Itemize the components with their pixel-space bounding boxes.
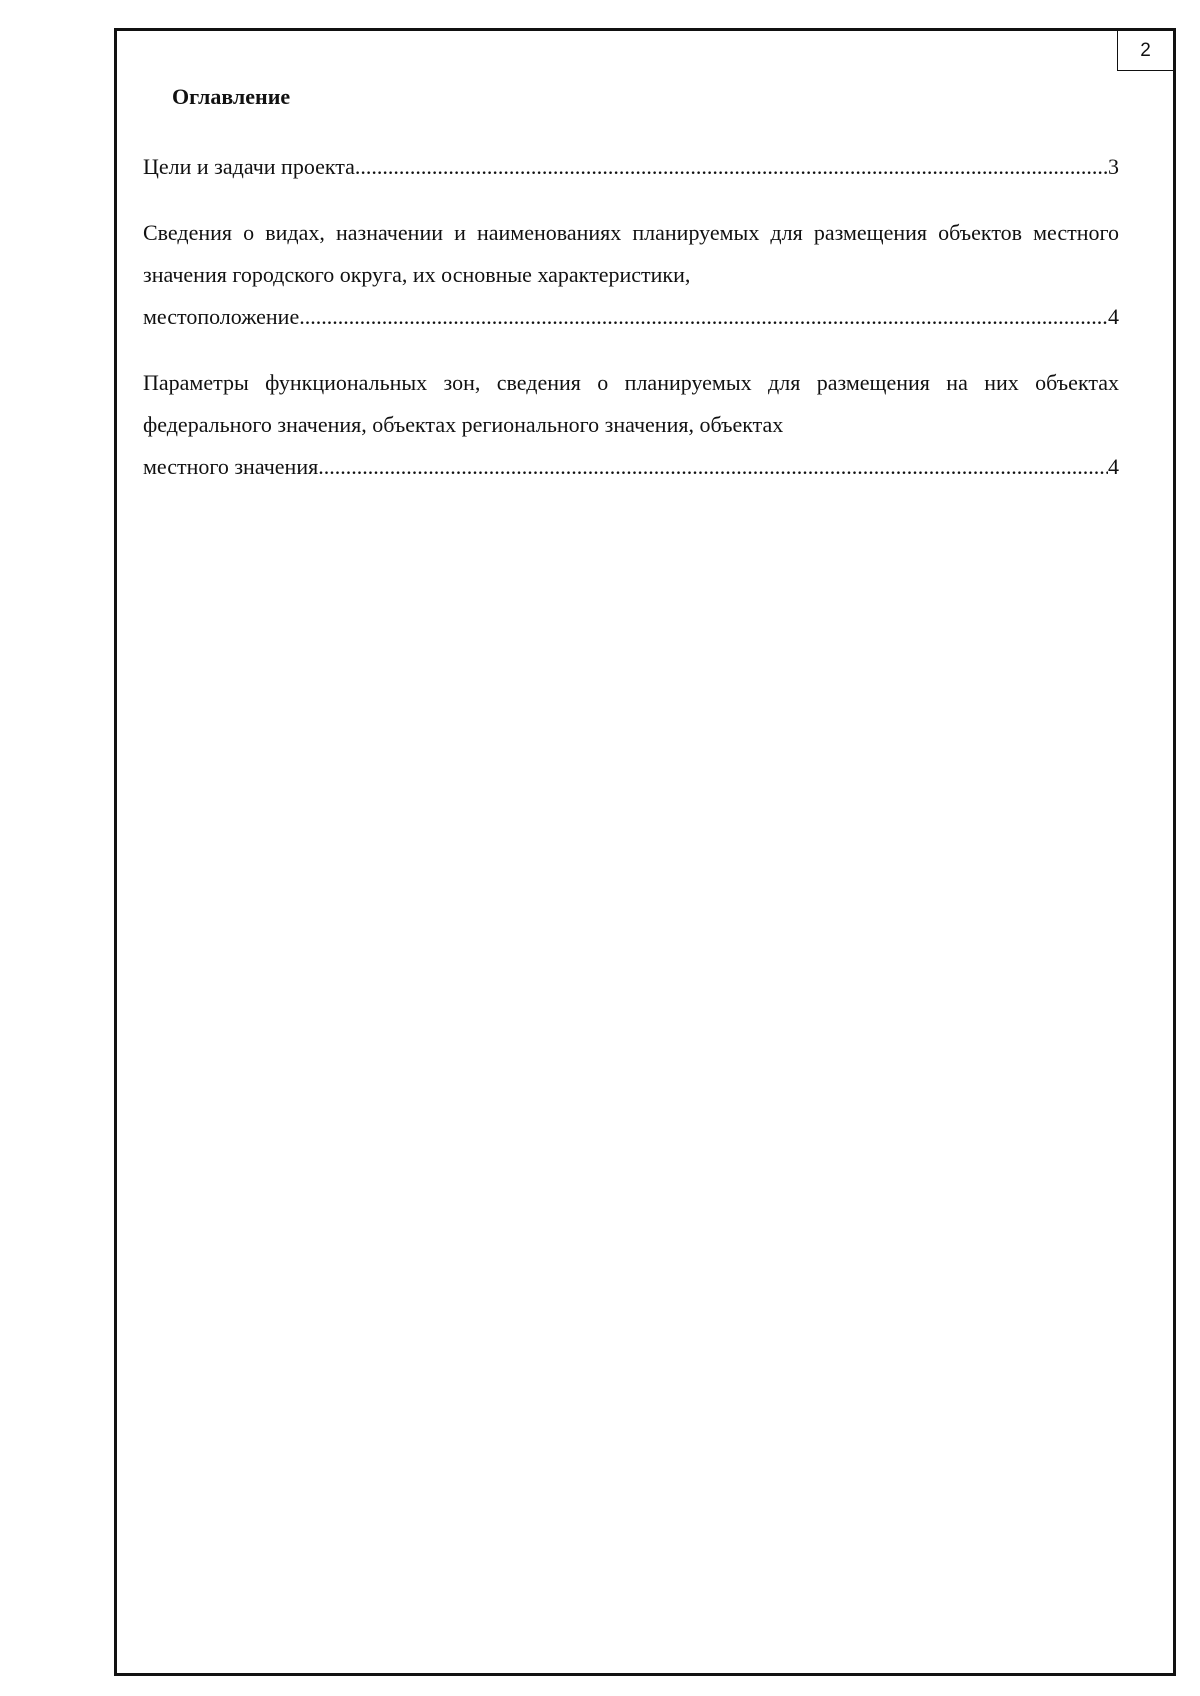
toc-entry-page: 4 xyxy=(1108,454,1119,479)
toc-entry-page: 4 xyxy=(1108,304,1119,329)
toc-entry-line xyxy=(143,146,1119,188)
table-of-contents xyxy=(143,146,1119,512)
dot-leader xyxy=(299,296,1108,338)
toc-entry-goals[interactable] xyxy=(143,146,1119,188)
toc-entry-title: местоположение xyxy=(143,304,300,329)
toc-entry-text: Параметры функциональных зон, сведения о планируемых для размещения на них объектах федерального значения, объектах регионального значения, объектах xyxy=(143,370,1119,437)
toc-entry-title: Цели и задачи проекта xyxy=(143,154,355,179)
page-number: 2 xyxy=(1117,31,1173,71)
dot-leader xyxy=(355,146,1108,188)
toc-entry-text: Сведения о видах, назначении и наименованиях планируемых для размещения объектов местного значения городского округа, их основные характеристики, xyxy=(143,220,1119,287)
toc-title: Оглавление xyxy=(172,84,291,109)
toc-entry-functional-zones[interactable] xyxy=(143,362,1119,488)
toc-entry-line xyxy=(143,446,1119,488)
dot-leader xyxy=(318,446,1108,488)
toc-entry-objects-info[interactable] xyxy=(143,212,1119,338)
toc-entry-title: местного значения xyxy=(143,454,319,479)
toc-entry-page: 3 xyxy=(1108,154,1119,179)
toc-entry-line xyxy=(143,296,1119,338)
